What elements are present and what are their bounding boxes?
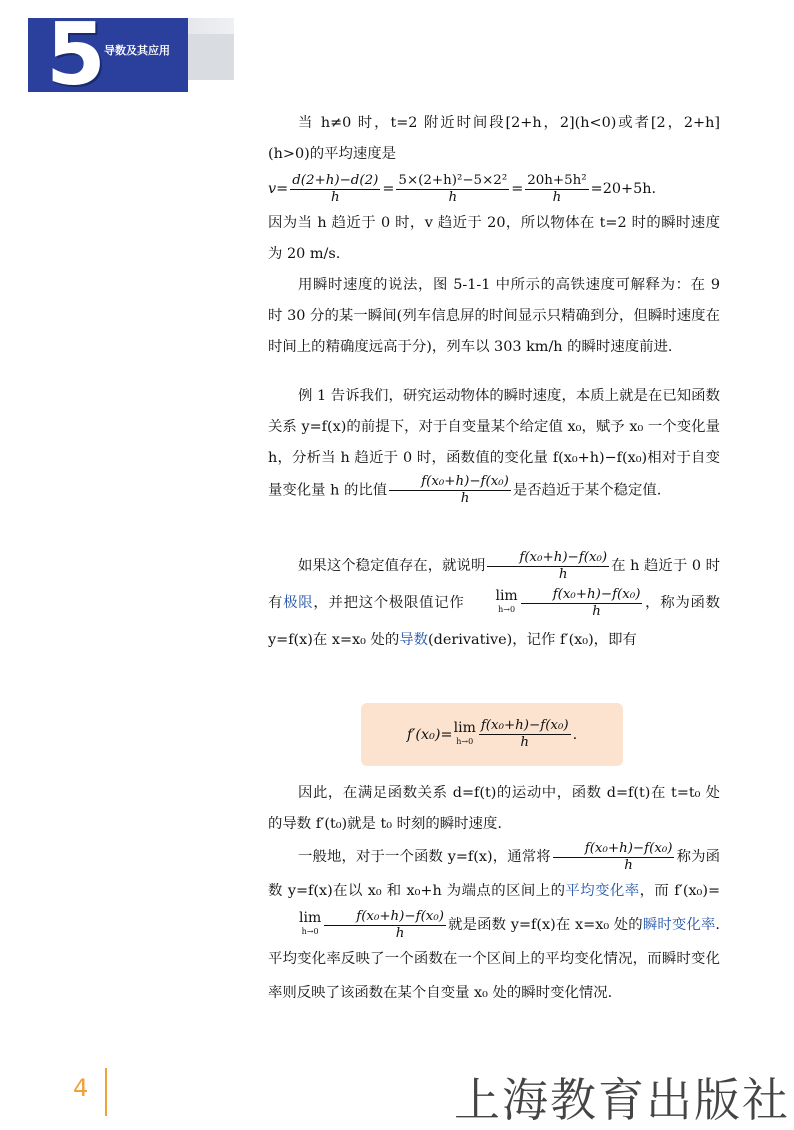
box-limit xyxy=(454,721,476,749)
footer-divider xyxy=(105,1068,107,1116)
p5-b: 在 h 趋近于 0 时有 xyxy=(268,558,720,611)
p7-lim-top: lim xyxy=(299,910,322,926)
limit-notation xyxy=(465,589,517,617)
p7-c: ，而 f′(x₀)= xyxy=(639,883,720,899)
box-lim-top: lim xyxy=(453,719,476,736)
keyword-instant-rate: 瞬时变化率 xyxy=(642,917,716,933)
chapter-number: 5 xyxy=(46,5,104,105)
p7-d: 就是函数 y=f(x)在 x=x₀ 处的 xyxy=(447,917,643,933)
derivative-formula-box xyxy=(361,703,623,766)
paragraph-instant-velocity: 因为当 h 趋近于 0 时，v 趋近于 20，所以物体在 t=2 时的瞬时速度为 20 m/s. xyxy=(268,215,720,262)
eq1-f1-num: d(2+h)−d(2) xyxy=(292,172,379,188)
p7-f2-den: h xyxy=(395,925,405,941)
paragraph-rate-of-change xyxy=(268,840,720,1010)
page-number: 4 xyxy=(73,1074,89,1102)
text-block-3 xyxy=(268,548,720,659)
dq-num: f(x₀+h)−f(x₀) xyxy=(389,474,511,491)
dq-den: h xyxy=(460,491,470,506)
p5-d: ，称为函数 y=f(x)在 x=x₀ 处的 xyxy=(268,595,720,648)
p7-fraction-2 xyxy=(324,909,446,942)
eq1-f3-den: h xyxy=(552,189,562,205)
p1-text: h≠0 时，t=2 附近时间段[2+h，2](h<0)或者[2，2+h](h>0)的平均速度是 xyxy=(268,115,721,162)
paragraph-derivative-velocity: 因此，在满足函数关系 d=f(t)的运动中，函数 d=f(t)在 t=t₀ 处的导数 f′(t₀)就是 t₀ 时刻的瞬时速度. xyxy=(268,785,720,832)
keyword-limit: 极限 xyxy=(283,595,314,611)
box-end: . xyxy=(572,726,578,743)
box-lim-bottom: h→0 xyxy=(456,736,474,746)
p7-e: . 平均变化率反映了一个函数在一个区间上的平均变化情况，而瞬时变化率则反映了该函数在某个自变量 x₀ 处的瞬时变化情况. xyxy=(268,917,720,1001)
p7-b: 称为函数 y=f(x)在以 x₀ 和 x₀+h 为端点的区间上的 xyxy=(268,849,720,899)
p5-frac-den: h xyxy=(558,566,568,582)
p5-a: 如果这个稳定值存在，就说明 xyxy=(298,558,486,574)
paragraph-example-summary xyxy=(268,381,720,507)
p5-lim-den: h xyxy=(592,603,601,619)
p7-f2-num: f(x₀+h)−f(x₀) xyxy=(324,909,446,926)
eq1-rhs: =20+5h. xyxy=(590,181,657,197)
p5-limit-fraction xyxy=(521,587,643,620)
box-frac-num: f(x₀+h)−f(x₀) xyxy=(480,718,569,733)
keyword-derivative: 导数 xyxy=(399,632,429,648)
eq1-fraction-3 xyxy=(525,173,588,206)
p1-lead: 当 xyxy=(298,115,321,131)
eq1-lhs: v= xyxy=(268,181,289,197)
keyword-average-rate: 平均变化率 xyxy=(565,883,640,899)
header-grey-block xyxy=(188,34,234,80)
text-block-5 xyxy=(268,840,720,1010)
paragraph-average-velocity xyxy=(268,108,720,170)
text-block-2 xyxy=(268,381,720,507)
paragraph-train-speed: 用瞬时速度的说法，图 5-1-1 中所示的高铁速度可解释为：在 9 时 30 分的某一瞬间(列车信息屏的时间显示只精确到分，但瞬时速度在时间上的精确度远高于分)，列车以 303 km/h 的瞬时速度前进. xyxy=(268,277,720,355)
text-block-1 xyxy=(268,108,720,363)
p7-lim-bottom: h→0 xyxy=(301,927,319,936)
eq1-fraction-2 xyxy=(396,173,509,206)
box-frac-den: h xyxy=(520,735,530,750)
p7-a: 一般地，对于一个函数 y=f(x)，通常将 xyxy=(298,849,551,865)
publisher-name: 上海教育出版社 xyxy=(454,1073,790,1127)
text-block-4 xyxy=(268,778,720,840)
p5-c: ，并把这个极限值记作 xyxy=(313,595,465,611)
eq1-f3-num: 20h+5h² xyxy=(527,172,587,188)
eq1-f2-num: 5×(2+h)²−5×2² xyxy=(398,172,508,188)
p7-fraction-1 xyxy=(553,841,675,874)
p4-end: 是否趋近于某个稳定值. xyxy=(512,482,662,499)
eq1-f1-den: h xyxy=(330,189,340,205)
chapter-title: 导数及其应用 xyxy=(104,44,170,57)
equation-average-velocity: v= $\frac{d(2+h)-d(2)}{h}$ = $\frac{\text{5×(2+h)²−5×2²}}{h}$ = $\frac{\text{20h+5h²}}{h}$ =20+5h. xyxy=(268,172,657,205)
box-fraction xyxy=(479,718,571,751)
lim-bottom: h→0 xyxy=(498,605,516,614)
p5-fraction xyxy=(487,550,609,583)
eq1-f2-den: h xyxy=(448,189,458,205)
box-lhs: f′(x₀)= xyxy=(406,726,453,743)
p7-f1-num: f(x₀+h)−f(x₀) xyxy=(553,841,675,858)
p7-f1-den: h xyxy=(624,857,633,873)
p5-frac-num: f(x₀+h)−f(x₀) xyxy=(487,550,609,567)
lim-top: lim xyxy=(495,588,518,604)
p5-e: (derivative)，记作 f′(x₀)，即有 xyxy=(428,632,637,648)
paragraph-derivative-definition xyxy=(268,548,720,659)
p7-limit xyxy=(269,911,321,939)
p5-lim-num: f(x₀+h)−f(x₀) xyxy=(521,587,643,604)
difference-quotient xyxy=(389,474,511,507)
eq1-fraction-1 xyxy=(290,173,380,206)
p4-text: 例 1 告诉我们，研究运动物体的瞬时速度，本质上就是在已知函数关系 y=f(x)的前提下，对于自变量某个给定值 x₀，赋予 x₀ 一个变化量 h，分析当 h 趋近于 0 时，函数值的变化量 f(x₀+h)−f(x₀)相对于自变量变化量 h 的比值 xyxy=(268,388,720,499)
